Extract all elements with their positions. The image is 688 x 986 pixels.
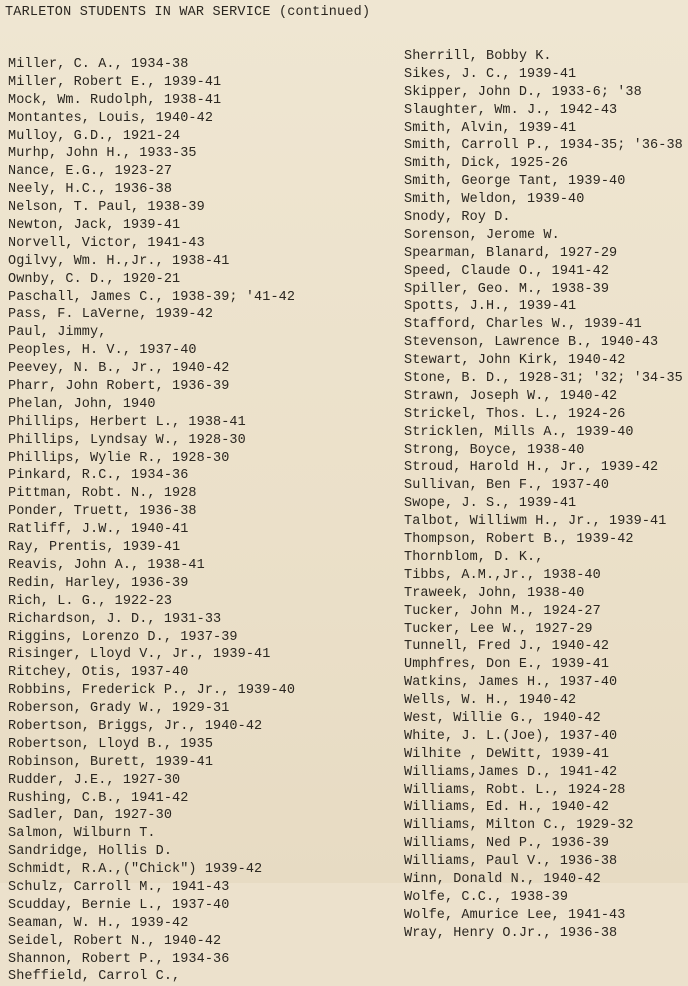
name-entry: Pharr, John Robert, 1936-39 xyxy=(8,379,230,395)
name-entry: Ray, Prentis, 1939-41 xyxy=(8,540,181,556)
name-entry: Slaughter, Wm. J., 1942-43 xyxy=(404,102,618,118)
name-entry: Robertson, Lloyd B., 1935 xyxy=(8,736,214,752)
name-entry: Watkins, James H., 1937-40 xyxy=(404,675,618,691)
name-entry: Sadler, Dan, 1927-30 xyxy=(8,808,173,824)
name-entry: Norvell, Victor, 1941-43 xyxy=(8,235,205,251)
name-entry: Williams, Milton C., 1929-32 xyxy=(404,818,634,834)
name-entry: Spotts, J.H., 1939-41 xyxy=(404,299,577,315)
name-entry: Skipper, John D., 1933-6; '38 xyxy=(404,84,642,100)
name-entry: Robbins, Frederick P., Jr., 1939-40 xyxy=(8,683,296,699)
name-entry: Schmidt, R.A.,("Chick") 1939-42 xyxy=(8,862,263,878)
name-entry: Nance, E.G., 1923-27 xyxy=(8,164,173,180)
name-entry: Snody, Roy D. xyxy=(404,210,511,226)
name-entry: Richardson, J. D., 1931-33 xyxy=(8,611,222,627)
name-entry: Phillips, Lyndsay W., 1928-30 xyxy=(8,432,246,448)
name-entry: Traweek, John, 1938-40 xyxy=(404,585,585,601)
name-entry: Robinson, Burett, 1939-41 xyxy=(8,754,214,770)
name-entry: Seidel, Robert N., 1940-42 xyxy=(8,933,222,949)
name-entry: Williams, Ned P., 1936-39 xyxy=(404,836,610,852)
name-entry: Pittman, Robt. N., 1928 xyxy=(8,486,197,502)
name-entry: Riggins, Lorenzo D., 1937-39 xyxy=(8,629,238,645)
name-entry: Nelson, T. Paul, 1938-39 xyxy=(8,200,205,216)
name-entry: Rushing, C.B., 1941-42 xyxy=(8,790,189,806)
name-entry: Sherrill, Bobby K. xyxy=(404,49,552,64)
name-entry: Stricklen, Mills A., 1939-40 xyxy=(404,424,634,440)
name-entry: Thompson, Robert B., 1939-42 xyxy=(404,532,634,548)
name-entry: Phillips, Wylie R., 1928-30 xyxy=(8,450,230,466)
name-entry: Sorenson, Jerome W. xyxy=(404,227,560,243)
name-entry: Williams,James D., 1941-42 xyxy=(404,764,618,780)
name-entry: Smith, Carroll P., 1934-35; '36-38 xyxy=(404,138,683,154)
name-entry: Seaman, W. H., 1939-42 xyxy=(8,915,189,931)
right-name-column xyxy=(404,48,683,943)
name-entry: Wolfe, C.C., 1938-39 xyxy=(404,889,569,905)
name-entry: Miller, Robert E., 1939-41 xyxy=(8,74,222,90)
name-entry: Schulz, Carroll M., 1941-43 xyxy=(8,879,230,895)
name-entry: Ogilvy, Wm. H.,Jr., 1938-41 xyxy=(8,253,230,269)
name-entry: Mulloy, G.D., 1921-24 xyxy=(8,128,181,144)
name-entry: White, J. L.(Joe), 1937-40 xyxy=(404,728,618,744)
name-entry: West, Willie G., 1940-42 xyxy=(404,710,601,726)
name-entry: Shannon, Robert P., 1934-36 xyxy=(8,951,230,967)
name-entry: Stone, B. D., 1928-31; '32; '34-35 xyxy=(404,371,683,387)
name-entry: Pass, F. LaVerne, 1939-42 xyxy=(8,307,214,323)
name-entry: Murhp, John H., 1933-35 xyxy=(8,146,197,162)
name-entry: Rudder, J.E., 1927-30 xyxy=(8,772,181,788)
name-entry: Phelan, John, 1940 xyxy=(8,396,156,412)
name-entry: Sandridge, Hollis D. xyxy=(8,844,173,860)
name-entry: Smith, Weldon, 1939-40 xyxy=(404,192,585,208)
name-entry: Wolfe, Amurice Lee, 1941-43 xyxy=(404,907,626,923)
name-entry: Smith, Alvin, 1939-41 xyxy=(404,120,577,136)
name-entry: Strong, Boyce, 1938-40 xyxy=(404,442,585,458)
name-entry: Swope, J. S., 1939-41 xyxy=(404,496,577,512)
name-entry: Montantes, Louis, 1940-42 xyxy=(8,110,214,126)
page-title: TARLETON STUDENTS IN WAR SERVICE (continued) xyxy=(5,5,371,20)
name-entry: Ritchey, Otis, 1937-40 xyxy=(8,665,189,681)
name-entry: Peevey, N. B., Jr., 1940-42 xyxy=(8,361,230,377)
name-entry: Strickel, Thos. L., 1924-26 xyxy=(404,406,626,422)
name-entry: Spearman, Blanard, 1927-29 xyxy=(404,245,618,261)
name-entry: Stafford, Charles W., 1939-41 xyxy=(404,317,642,333)
name-entry: Neely, H.C., 1936-38 xyxy=(8,182,173,198)
name-entry: Ownby, C. D., 1920-21 xyxy=(8,271,181,287)
left-name-column xyxy=(8,56,295,986)
name-entry: Peoples, H. V., 1937-40 xyxy=(8,343,197,359)
name-entry: Talbot, Williwm H., Jr., 1939-41 xyxy=(404,514,667,530)
name-entry: Newton, Jack, 1939-41 xyxy=(8,218,181,234)
name-entry: Stevenson, Lawrence B., 1940-43 xyxy=(404,335,659,351)
name-entry: Smith, Dick, 1925-26 xyxy=(404,156,569,172)
name-entry: Robertson, Briggs, Jr., 1940-42 xyxy=(8,718,263,734)
name-entry: Williams, Ed. H., 1940-42 xyxy=(404,800,610,816)
name-entry: Ponder, Truett, 1936-38 xyxy=(8,504,197,520)
name-entry: Stewart, John Kirk, 1940-42 xyxy=(404,353,626,369)
name-entry: Sullivan, Ben F., 1937-40 xyxy=(404,478,610,494)
name-entry: Rich, L. G., 1922-23 xyxy=(8,593,173,609)
name-entry: Miller, C. A., 1934-38 xyxy=(8,57,189,72)
name-entry: Thornblom, D. K., xyxy=(404,549,544,565)
name-entry: Umphfres, Don E., 1939-41 xyxy=(404,657,610,673)
name-entry: Williams, Paul V., 1936-38 xyxy=(404,854,618,870)
name-entry: Winn, Donald N., 1940-42 xyxy=(404,871,601,887)
name-entry: Sheffield, Carrol C., xyxy=(8,969,181,985)
name-entry: Pinkard, R.C., 1934-36 xyxy=(8,468,189,484)
name-entry: Smith, George Tant, 1939-40 xyxy=(404,174,626,190)
name-entry: Stroud, Harold H., Jr., 1939-42 xyxy=(404,460,659,476)
name-entry: Wray, Henry O.Jr., 1936-38 xyxy=(404,925,618,941)
name-entry: Phillips, Herbert L., 1938-41 xyxy=(8,414,246,430)
name-entry: Tibbs, A.M.,Jr., 1938-40 xyxy=(404,567,601,583)
name-entry: Paul, Jimmy, xyxy=(8,325,107,341)
name-entry: Wilhite , DeWitt, 1939-41 xyxy=(404,746,610,762)
name-entry: Wells, W. H., 1940-42 xyxy=(404,693,577,709)
name-entry: Strawn, Joseph W., 1940-42 xyxy=(404,388,618,404)
name-entry: Speed, Claude O., 1941-42 xyxy=(404,263,610,279)
name-entry: Ratliff, J.W., 1940-41 xyxy=(8,522,189,538)
name-entry: Tunnell, Fred J., 1940-42 xyxy=(404,639,610,655)
name-entry: Tucker, Lee W., 1927-29 xyxy=(404,621,593,637)
name-entry: Mock, Wm. Rudolph, 1938-41 xyxy=(8,92,222,108)
name-entry: Scudday, Bernie L., 1937-40 xyxy=(8,897,230,913)
name-entry: Reavis, John A., 1938-41 xyxy=(8,557,205,573)
name-entry: Spiller, Geo. M., 1938-39 xyxy=(404,281,610,297)
name-entry: Risinger, Lloyd V., Jr., 1939-41 xyxy=(8,647,271,663)
name-entry: Roberson, Grady W., 1929-31 xyxy=(8,701,230,717)
name-entry: Tucker, John M., 1924-27 xyxy=(404,603,601,619)
name-entry: Williams, Robt. L., 1924-28 xyxy=(404,782,626,798)
name-entry: Paschall, James C., 1938-39; '41-42 xyxy=(8,289,296,305)
name-entry: Sikes, J. C., 1939-41 xyxy=(404,66,577,82)
name-entry: Salmon, Wilburn T. xyxy=(8,826,156,842)
name-entry: Redin, Harley, 1936-39 xyxy=(8,575,189,591)
